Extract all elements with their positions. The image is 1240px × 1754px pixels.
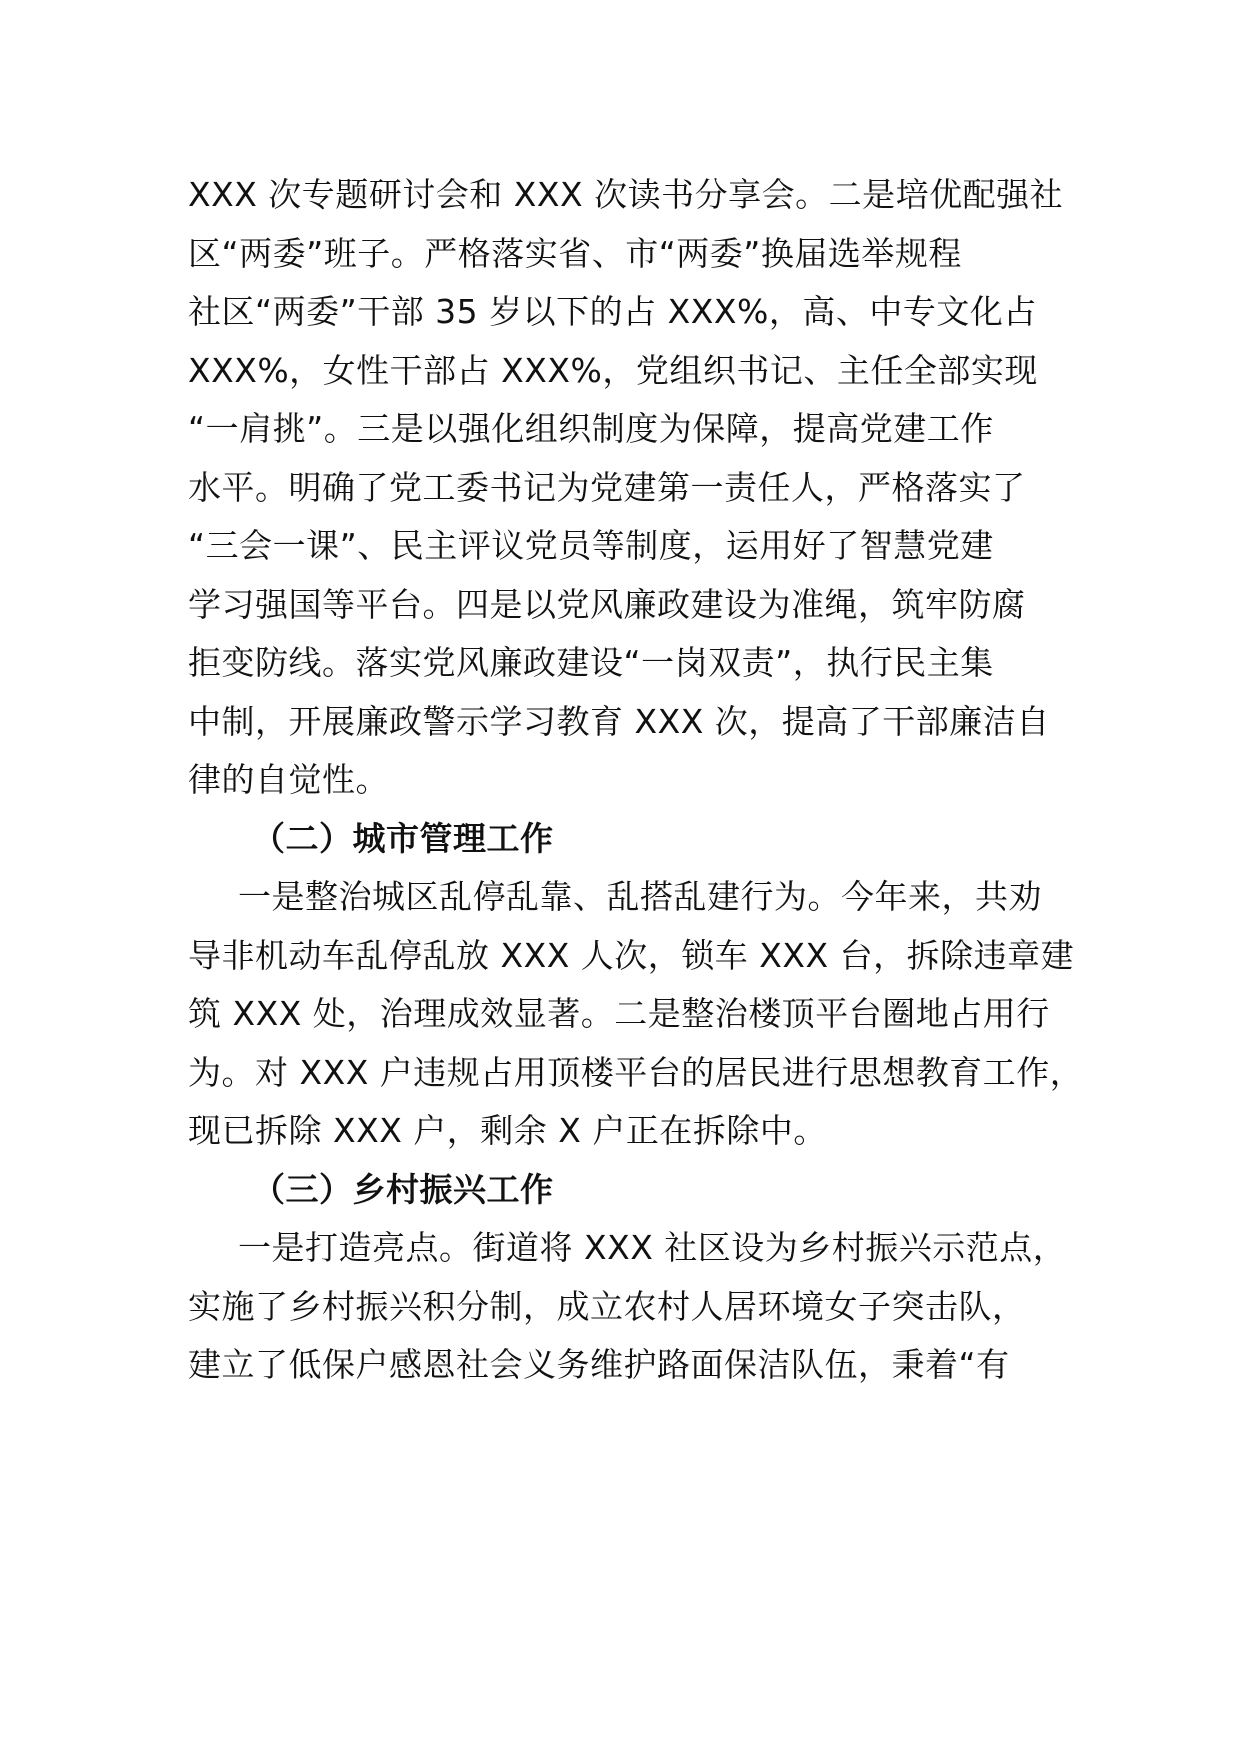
body-text-line: 一是打造亮点。街道将 XXX 社区设为乡村振兴示范点， xyxy=(238,1228,1067,1267)
body-text-line: 区“两委”班子。严格落实省、市“两委”换届选举规程 xyxy=(188,234,962,273)
body-text-line: 律的自觉性。 xyxy=(188,760,389,799)
body-text-line: 一是整治城区乱停乱靠、乱搭乱建行为。今年来，共劝 xyxy=(238,877,1042,916)
body-text-line: 建立了低保户感恩社会义务维护路面保洁队伍，秉着“有 xyxy=(188,1345,1010,1384)
body-text-line: 社区“两委”干部 35 岁以下的占 XXX%，高、中专文化占 xyxy=(188,292,1037,331)
body-text-line: 中制，开展廉政警示学习教育 XXX 次，提高了干部廉洁自 xyxy=(188,702,1050,741)
body-text-line: 水平。明确了党工委书记为党建第一责任人，严格落实了 xyxy=(188,468,1026,507)
body-text-line: 学习强国等平台。四是以党风廉政建设为准绳，筑牢防腐 xyxy=(188,585,1026,624)
body-text-line: “三会一课”、民主评议党员等制度，运用好了智慧党建 xyxy=(188,526,994,565)
body-text-line: 实施了乡村振兴积分制，成立农村人居环境女子突击队， xyxy=(188,1287,1026,1326)
body-text-line: 筑 XXX 处，治理成效显著。二是整治楼顶平台圈地占用行 xyxy=(188,994,1050,1033)
body-text-line: XXX 次专题研讨会和 XXX 次读书分享会。二是培优配强社 xyxy=(188,175,1064,214)
body-text-line: 为。对 XXX 户违规占用顶楼平台的居民进行思想教育工作， xyxy=(188,1053,1084,1092)
body-text-line: 导非机动车乱停乱放 XXX 人次，锁车 XXX 台，拆除违章建 xyxy=(188,936,1075,975)
body-text-line: 现已拆除 XXX 户，剩余 X 户正在拆除中。 xyxy=(188,1111,827,1150)
section-heading: （二）城市管理工作 xyxy=(252,819,554,858)
body-text-line: 拒变防线。落实党风廉政建设“一岗双责”，执行民主集 xyxy=(188,643,994,682)
section-heading: （三）乡村振兴工作 xyxy=(252,1170,554,1209)
body-text-line: “一肩挑”。三是以强化组织制度为保障，提高党建工作 xyxy=(188,409,994,448)
body-text-line: XXX%，女性干部占 XXX%，党组织书记、主任全部实现 xyxy=(188,351,1038,390)
